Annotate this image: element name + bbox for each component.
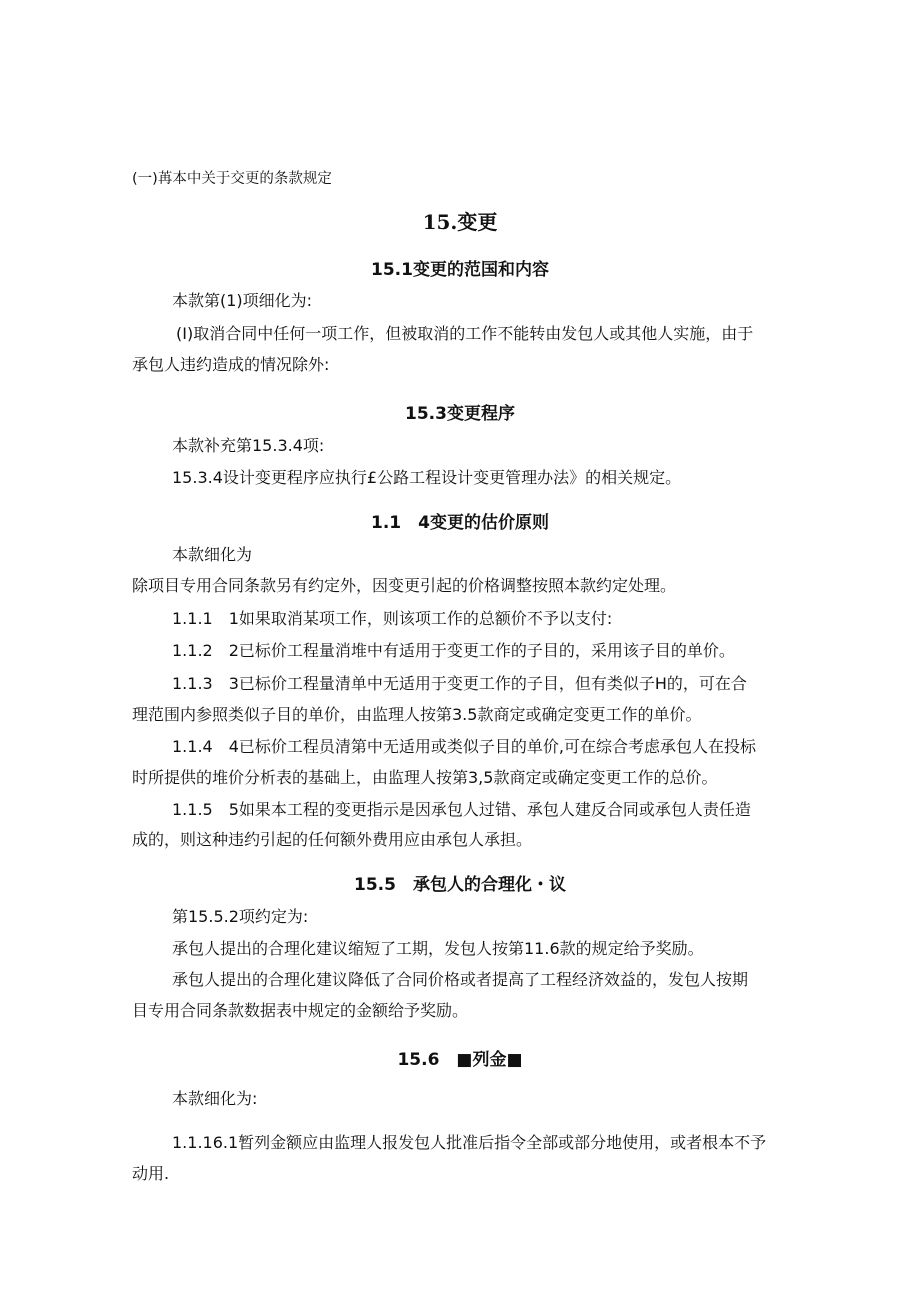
clause-15-5-para2-line2: 目专用合同条款数据表中规定的金额给予奖励。	[132, 1001, 469, 1020]
clause-15-5-heading: 15.5 承包人的合理化・议	[354, 875, 566, 895]
clause-item-5-line1: 1.1.5 5如果本工程的变更指示是因承包人过错、承包人建反合同或承包人责任造	[172, 800, 751, 819]
clause-item-3-line1: 1.1.3 3已标价工程量清单中无适用于变更工作的子目，但有类似子H的，可在合	[172, 674, 747, 693]
clause-15-5-para2-line1: 承包人提出的合理化建议降低了合同价格或者提高了工程经济效益的，发包人按期	[172, 970, 749, 989]
clause-item-1-line1: 1.1.1 1如果取消某项工作，则该项工作的总额价不予以支付:	[172, 609, 613, 628]
clause-15-6-item-line1: 1.1.16.1暂列金额应由监理人报发包人批准后指令全部或部分地使用，或者根本不予	[172, 1133, 767, 1152]
clause-item-3-line2: 理范围内参照类似子目的单价，由监理人按第3.5款商定或确定变更工作的单价。	[132, 705, 702, 724]
clause-item-2-line1: 1.1.2 2已标价工程量消堆中有适用于变更工作的子目的，采用该子目的单价。	[172, 641, 735, 660]
clause-15-3-intro: 本款补充第15.3.4项:	[172, 436, 325, 455]
clause-15-6-item-line2: 动用.	[132, 1164, 170, 1183]
clause-item-4-line1: 1.1.4 4已标价工程员清第中无适用或类似子目的单价,可在综合考虑承包人在投标	[172, 737, 756, 756]
clause-15-6-intro: 本款细化为:	[172, 1089, 258, 1108]
clause-15-1-intro: 本款第(1)项细化为:	[172, 291, 313, 310]
section-heading: (一)苒本中关于交更的条款规定	[132, 171, 332, 187]
clause-15-4-intro: 本款细化为	[172, 545, 253, 564]
clause-15-3-4-item: 15.3.4设计变更程序应执行£公路工程设计变更管理办法》的相关规定。	[172, 468, 682, 487]
clause-title: 15.变更	[422, 210, 498, 234]
clause-15-5-para1: 承包人提出的合理化建议缩短了工期，发包人按第11.6款的规定给予奖励。	[172, 939, 704, 958]
clause-15-1-item-line2: 承包人违约造成的情况除外:	[132, 355, 330, 374]
clause-15-6-heading: 15.6 ■列金■	[397, 1050, 523, 1070]
clause-15-5-intro: 第15.5.2项约定为:	[172, 907, 309, 926]
clause-15-4-heading: 1.1 4变更的估价原则	[371, 513, 549, 533]
clause-15-3-heading: 15.3变更程序	[405, 404, 515, 424]
clause-15-1-heading: 15.1变更的范国和内容	[371, 260, 549, 280]
clause-item-5-line2: 成的，则这种违约引起的任何额外费用应由承包人承担。	[132, 830, 533, 849]
clause-item-4-line2: 时所提供的堆价分析表的基础上，由监理人按第3,5款商定或确定变更工作的总价。	[132, 768, 718, 787]
clause-15-1-item-line1: (I)取消合同中任何一项工作，但被取消的工作不能转由发包人或其他人实施，由于	[176, 324, 754, 343]
clause-15-4-para: 除项目专用合同条款另有约定外，因变更引起的价格调整按照本款约定处理。	[132, 576, 677, 595]
